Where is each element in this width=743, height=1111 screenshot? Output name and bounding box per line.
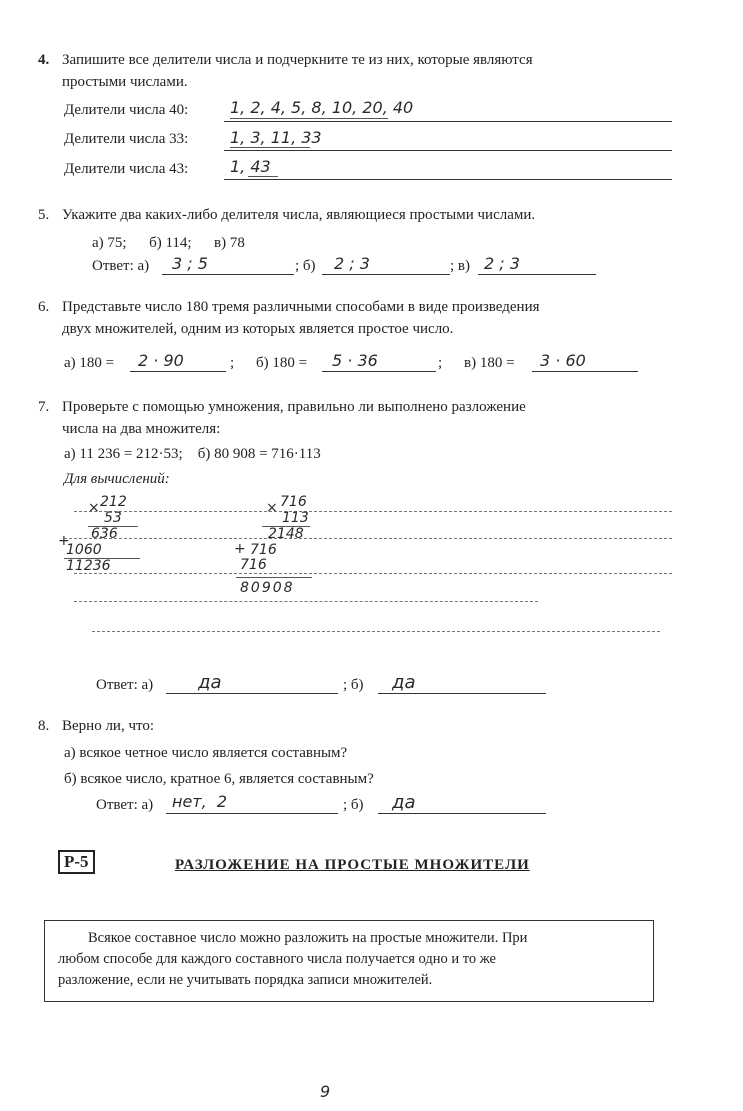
task6-label-a: а) 180 = [64,355,115,371]
section-title: РАЗЛОЖЕНИЕ НА ПРОСТЫЕ МНОЖИТЕЛИ [175,857,530,873]
task5-line-b [322,274,450,275]
task6-line-b [322,371,436,372]
section-badge: Р-5 [58,850,95,874]
calc-a-times-sign: × [88,500,100,516]
rule-line-3: разложение, если не учитывать порядка записи множителей. [58,972,433,988]
task7-answer-b[interactable]: да [392,672,416,693]
calc-b-partial1: 2148 [268,526,304,542]
calc-a-partial2: 1060 [66,542,102,558]
calc-b-result: 80908 [240,580,295,596]
task7-items: а) 11 236 = 212·53; б) 80 908 = 716·113 [64,446,321,462]
task4-number: 4. [38,52,50,68]
task5-options: а) 75; б) 114; в) 78 [92,235,245,251]
calc-a-bar2 [64,558,140,559]
task4-label-40: Делители числа 40: [64,102,189,118]
task6-sep-b: ; [438,355,443,371]
calc-rule-4 [74,601,538,602]
task4-text-line2: простыми числами. [62,74,188,90]
task5-number: 5. [38,207,50,223]
task8-question-b: б) всякое число, кратное 6, является составным? [64,771,374,787]
calc-b-bar1 [262,526,310,527]
calc-a-multiplier: 53 [104,510,122,526]
task5-text: Укажите два каких-либо делителя числа, являющиеся простыми числами. [62,207,536,223]
task5-line-c [478,274,596,275]
task7-number: 7. [38,399,50,415]
task8-number: 8. [38,718,50,734]
calc-a-plus-sign: + [58,533,70,549]
prime-underline-33 [230,147,310,148]
calc-b-partial3: 716 [240,557,267,573]
task4-answer-line-43 [224,179,672,180]
task5-answer-c[interactable]: 2 ; 3 [484,254,520,273]
task8-line-b [378,813,546,814]
task4-answer-40[interactable]: 1, 2, 4, 5, 8, 10, 20, 40 [230,98,414,117]
task4-answer-line-33 [224,150,672,151]
calc-b-multiplier: 113 [282,510,309,526]
calc-a-multiplicand: 212 [100,494,127,510]
task5-sep-b: ; б) [295,258,316,274]
task5-answer-a[interactable]: 3 ; 5 [172,254,208,273]
calc-rule-3 [74,573,672,574]
task5-answer-label: Ответ: а) [92,258,150,274]
prime-underline-43 [248,176,278,177]
calc-a-result: 11236 [66,558,111,574]
task4-text-line1: Запишите все делители числа и подчеркните те из них, которые являются [62,52,533,68]
task6-label-b: б) 180 = [256,355,308,371]
task6-label-c: в) 180 = [464,355,515,371]
task8-question-a: а) всякое четное число является составным? [64,745,348,761]
task4-label-43: Делители числа 43: [64,161,189,177]
task7-text-line2: числа на два множителя: [62,421,221,437]
task7-text-line1: Проверьте с помощью умножения, правильно ли выполнено разложение [62,399,526,415]
task4-label-33: Делители числа 33: [64,131,189,147]
calc-a-partial1: 636 [91,526,118,542]
task8-answer-a[interactable]: нет, 2 [172,792,228,811]
task8-answer-label: Ответ: а) [96,797,154,813]
task4-answer-line-40 [224,121,672,122]
calc-a-bar1 [88,526,138,527]
task6-answer-b[interactable]: 5 · 36 [332,351,378,370]
task8-answer-b[interactable]: да [392,792,416,813]
task6-answer-a[interactable]: 2 · 90 [138,351,184,370]
task4-answer-33[interactable]: 1, 3, 11, 33 [230,128,322,147]
task7-answer-label: Ответ: а) [96,677,154,693]
task5-answer-b[interactable]: 2 ; 3 [334,254,370,273]
task6-line-c [532,371,638,372]
rule-text [58,928,650,991]
task4-answer-43[interactable]: 1, 43 [230,157,271,176]
calc-b-plus-sign: + [234,541,246,557]
task8-line-a [166,813,338,814]
task5-line-a [162,274,294,275]
calc-b-bar2 [236,577,312,578]
calc-rule-5 [92,631,660,632]
rule-line-2: любом способе для каждого составного числа получается одно и то же [58,951,496,967]
page-number: 9 [320,1082,331,1101]
task7-line-b [378,693,546,694]
task6-sep-a: ; [230,355,235,371]
task7-calc-label: Для вычислений: [64,471,170,487]
calc-rule-1 [74,511,672,512]
task7-line-a [166,693,338,694]
task6-text-line1: Представьте число 180 тремя различными способами в виде произведения [62,299,540,315]
calc-b-times-sign: × [266,500,278,516]
calc-b-partial2: 716 [250,542,277,558]
task8-sep-b: ; б) [343,797,364,813]
task7-answer-a[interactable]: да [198,672,222,693]
task6-answer-c[interactable]: 3 · 60 [540,351,586,370]
calc-b-multiplicand: 716 [280,494,307,510]
rule-line-1: Всякое составное число можно разложить на простые множители. При [88,930,528,946]
task5-sep-c: ; в) [450,258,470,274]
task7-sep-b: ; б) [343,677,364,693]
task6-line-a [130,371,226,372]
task6-text-line2: двух множителей, одним из которых является простое число. [62,321,454,337]
task8-text: Верно ли, что: [62,718,155,734]
calc-rule-2 [64,538,672,539]
prime-underline-40 [230,118,388,119]
task6-number: 6. [38,299,50,315]
